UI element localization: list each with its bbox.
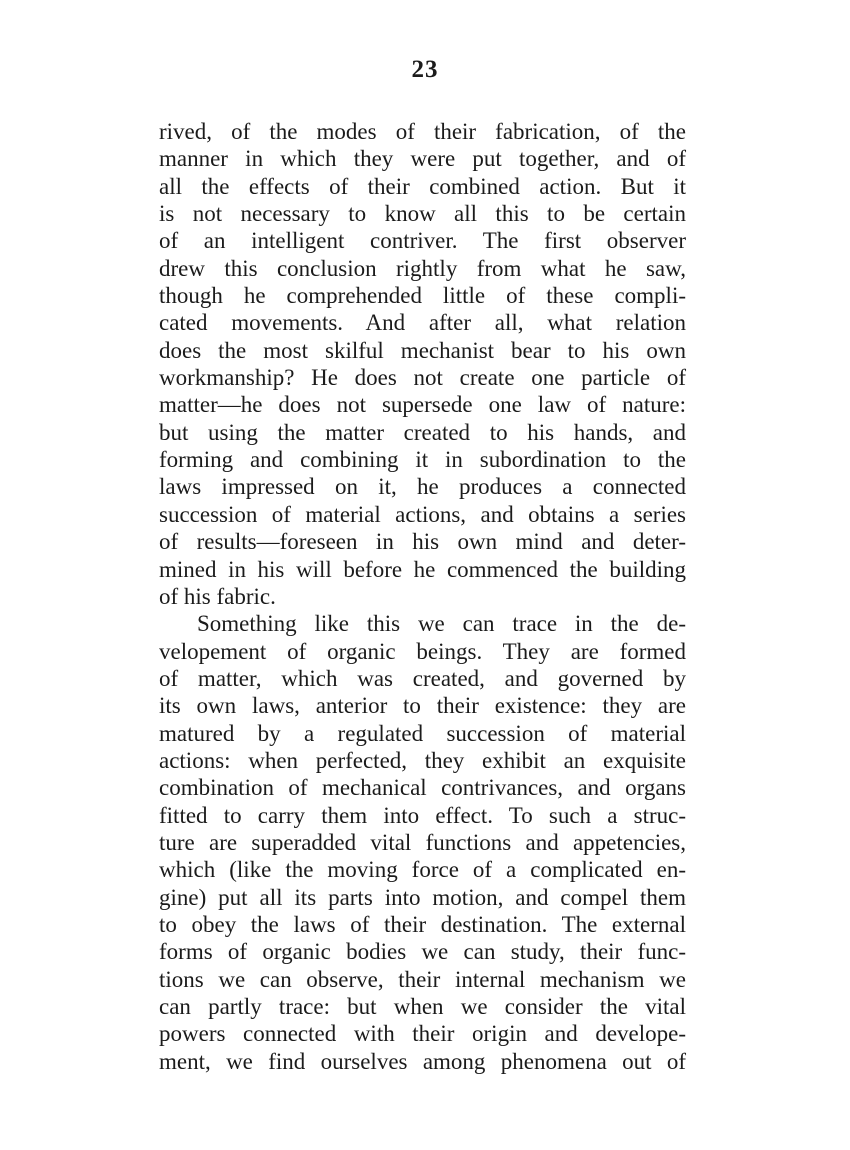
page-number: 23 <box>411 56 439 83</box>
text-line: ment, we find ourselves among phenomena out of <box>159 1048 686 1074</box>
text-line: laws impressed on it, he produces a connected <box>159 474 686 500</box>
text-line: all the effects of their combined action. But it <box>159 173 686 199</box>
text-line: but using the matter created to his hands, and <box>159 419 686 445</box>
text-line: workmanship? He does not create one particle of <box>159 365 686 391</box>
text-line: succession of material actions, and obtains a series <box>159 501 686 527</box>
text-line: fitted to carry them into effect. To such a struc- <box>159 802 686 828</box>
text-line: mined in his will before he commenced the building <box>159 556 686 582</box>
text-line: drew this conclusion rightly from what he saw, <box>159 255 686 281</box>
text-line: forming and combining it in subordination to the <box>159 447 686 473</box>
paragraph-end-line: of his fabric. <box>159 583 276 609</box>
text-line: powers connected with their origin and develope- <box>159 1021 686 1047</box>
text-line: manner in which they were put together, and of <box>159 146 686 172</box>
text-line: can partly trace: but when we consider the vital <box>159 994 686 1019</box>
text-line: which (like the moving force of a complicated en- <box>159 857 686 883</box>
text-line: gine) put all its parts into motion, and compel them <box>159 884 686 910</box>
paragraph-start-line: Something like this we can trace in the de- <box>197 611 686 637</box>
text-line: its own laws, anterior to their existence: they are <box>159 693 686 719</box>
text-line: cated movements. And after all, what relation <box>159 310 686 336</box>
text-line: to obey the laws of their destination. The external <box>159 911 686 937</box>
text-line: rived, of the modes of their fabrication, of the <box>159 119 686 144</box>
text-line: forms of organic bodies we can study, their func- <box>159 939 686 965</box>
text-line: of matter, which was created, and governed by <box>159 665 686 691</box>
text-line: does the most skilful mechanist bear to his own <box>159 337 686 363</box>
text-line: ture are superadded vital functions and appetencies, <box>159 829 686 855</box>
text-line: matter—he does not supersede one law of nature: <box>159 392 686 418</box>
text-line: matured by a regulated succession of material <box>159 720 686 746</box>
text-line: tions we can observe, their internal mechanism we <box>159 966 686 992</box>
text-line: combination of mechanical contrivances, and organs <box>159 775 686 801</box>
body-text <box>159 118 686 1075</box>
text-line: velopement of organic beings. They are formed <box>159 638 686 664</box>
text-line: though he comprehended little of these compli- <box>159 283 686 309</box>
text-line: of an intelligent contriver. The first observer <box>159 228 686 254</box>
text-line: is not necessary to know all this to be certain <box>159 201 686 227</box>
text-line: of results—foreseen in his own mind and deter- <box>159 529 686 555</box>
text-line: actions: when perfected, they exhibit an exquisite <box>159 747 686 773</box>
